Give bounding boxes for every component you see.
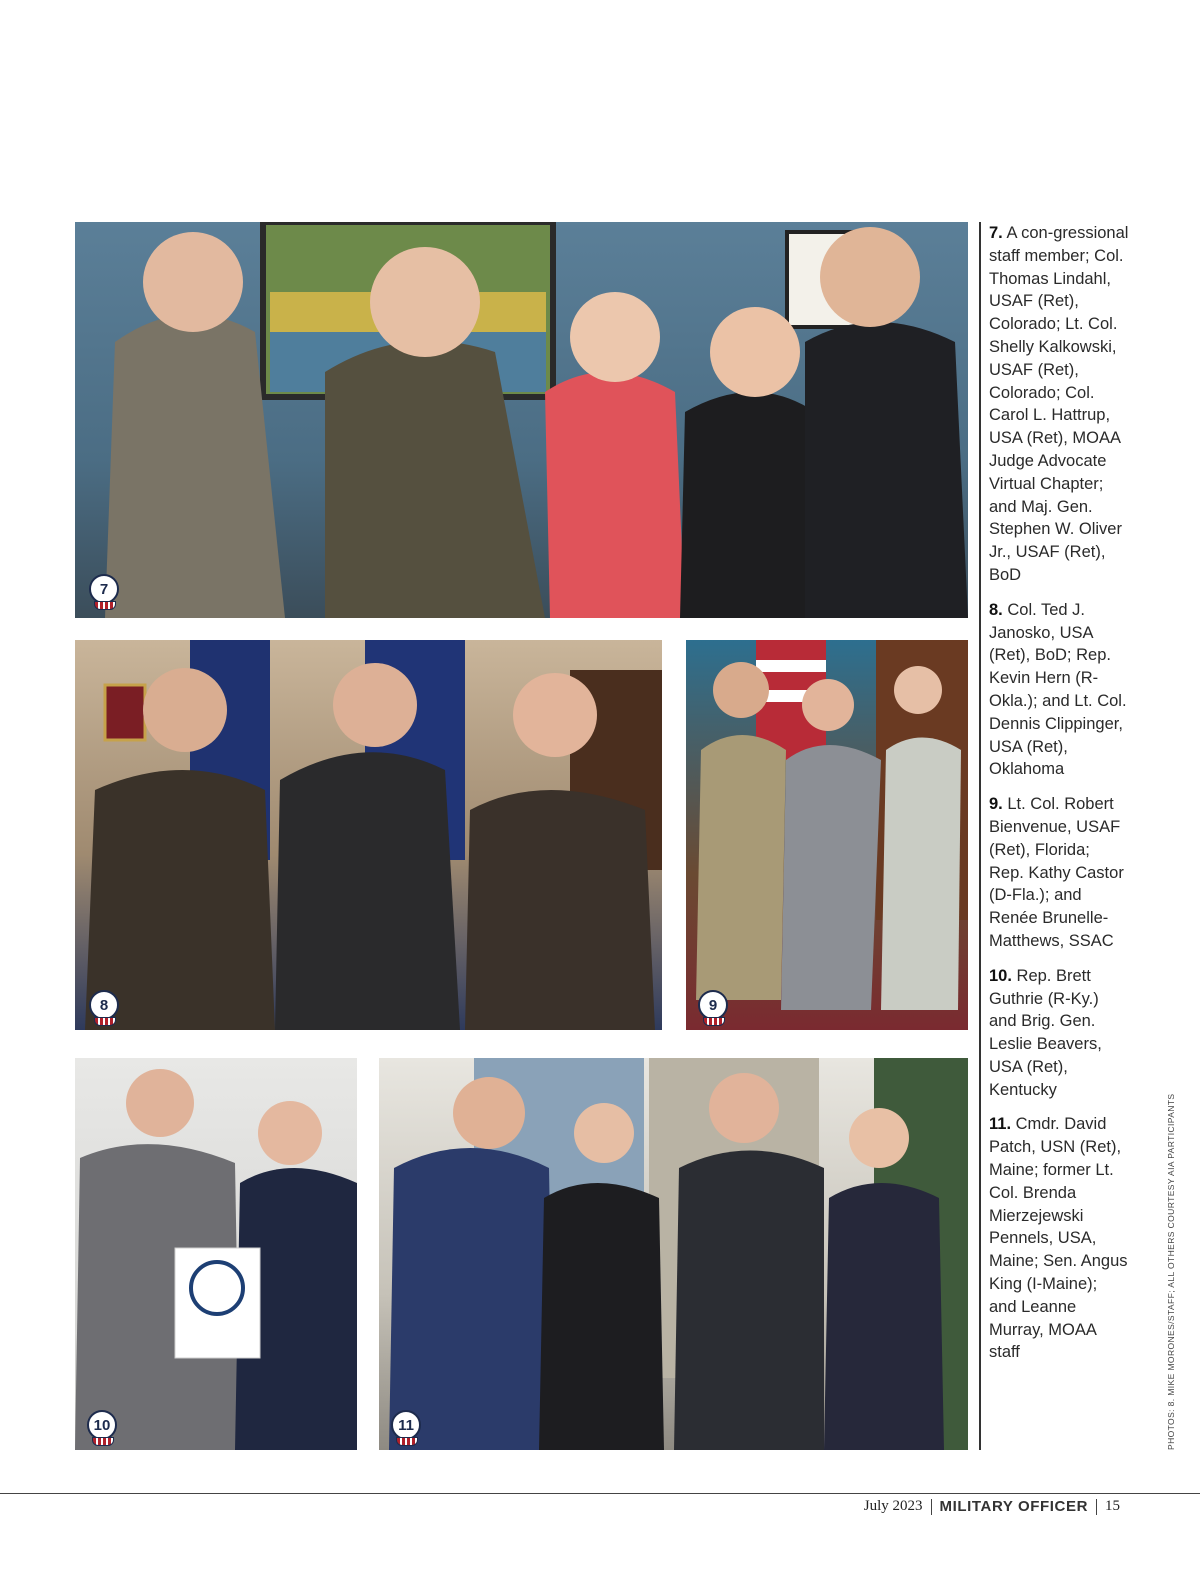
caption-text: A con-gressional staff member; Col. Thomas Lindahl, USAF (Ret), Colorado; Lt. Col. Shelly Kalkowski, USAF (Ret), Colorado; Col. Carol L. Hattrup, USA (Ret), MOAA Judge Advocate Virtual Chapter; and Maj. Gen. Stephen W. Oliver Jr., USAF (Ret), BoD (989, 224, 1129, 584)
caption-text: Cmdr. David Patch, USN (Ret), Maine; former Lt. Col. Brenda Mierzejewski Pennels, USA, Maine; Sen. Angus King (I-Maine); and Leanne Murray, MOAA staff (989, 1115, 1128, 1362)
caption-9 (989, 793, 1129, 953)
footer-separator (1096, 1499, 1097, 1515)
caption-number: 11. (989, 1115, 1012, 1134)
photo-number-badge (89, 990, 119, 1024)
caption-text: Rep. Brett Guthrie (R-Ky.) and Brig. Gen. Leslie Beavers, USA (Ret), Kentucky (989, 966, 1102, 1099)
caption-number: 7. (989, 224, 1003, 242)
caption-number: 10. (989, 966, 1012, 985)
flag-stripes-icon (94, 601, 116, 610)
photo-number: 11 (391, 1410, 421, 1440)
caption-10 (989, 965, 1129, 1102)
flag-stripes-icon (396, 1437, 418, 1446)
page-number: 15 (1105, 1498, 1120, 1514)
caption-number: 8. (989, 600, 1003, 619)
caption-text: Lt. Col. Robert Bienvenue, USAF (Ret), Florida; Rep. Kathy Castor (D-Fla.); and Renée Brunelle-Matthews, SSAC (989, 795, 1124, 950)
flag-stripes-icon (94, 1017, 116, 1026)
photo-number-badge (698, 990, 728, 1024)
caption-8 (989, 599, 1129, 781)
caption-text: Col. Ted J. Janosko, USA (Ret), BoD; Rep. Kevin Hern (R-Okla.); and Lt. Col. Dennis Clippinger, USA (Ret), Oklahoma (989, 600, 1127, 779)
caption-column (989, 222, 1129, 1376)
flag-stripes-icon (703, 1017, 725, 1026)
footer-rule (0, 1493, 1200, 1494)
photo-number: 7 (89, 574, 119, 604)
caption-11 (989, 1113, 1129, 1364)
photo-credit: PHOTOS: 8. MIKE MORONES/STAFF; ALL OTHERS COURTESY AIA PARTICIPANTS (1166, 1093, 1176, 1450)
magazine-name: MILITARY OFFICER (939, 1498, 1088, 1515)
photo-number: 8 (89, 990, 119, 1020)
photo-7 (75, 222, 968, 618)
photo-number: 9 (698, 990, 728, 1020)
photo-number: 10 (87, 1410, 117, 1440)
photo-8 (75, 640, 662, 1030)
caption-divider (979, 222, 981, 1450)
flag-stripes-icon (92, 1437, 114, 1446)
footer-separator (931, 1499, 932, 1515)
photo-9 (686, 640, 968, 1030)
page-footer (864, 1498, 1120, 1515)
issue-date: July 2023 (863, 1498, 923, 1514)
caption-number: 9. (989, 795, 1003, 814)
photo-11 (379, 1058, 968, 1450)
caption-7 (989, 222, 1129, 587)
photo-10 (75, 1058, 357, 1450)
photo-number-badge (391, 1410, 421, 1444)
photo-number-badge (89, 574, 119, 608)
photo-number-badge (87, 1410, 117, 1444)
